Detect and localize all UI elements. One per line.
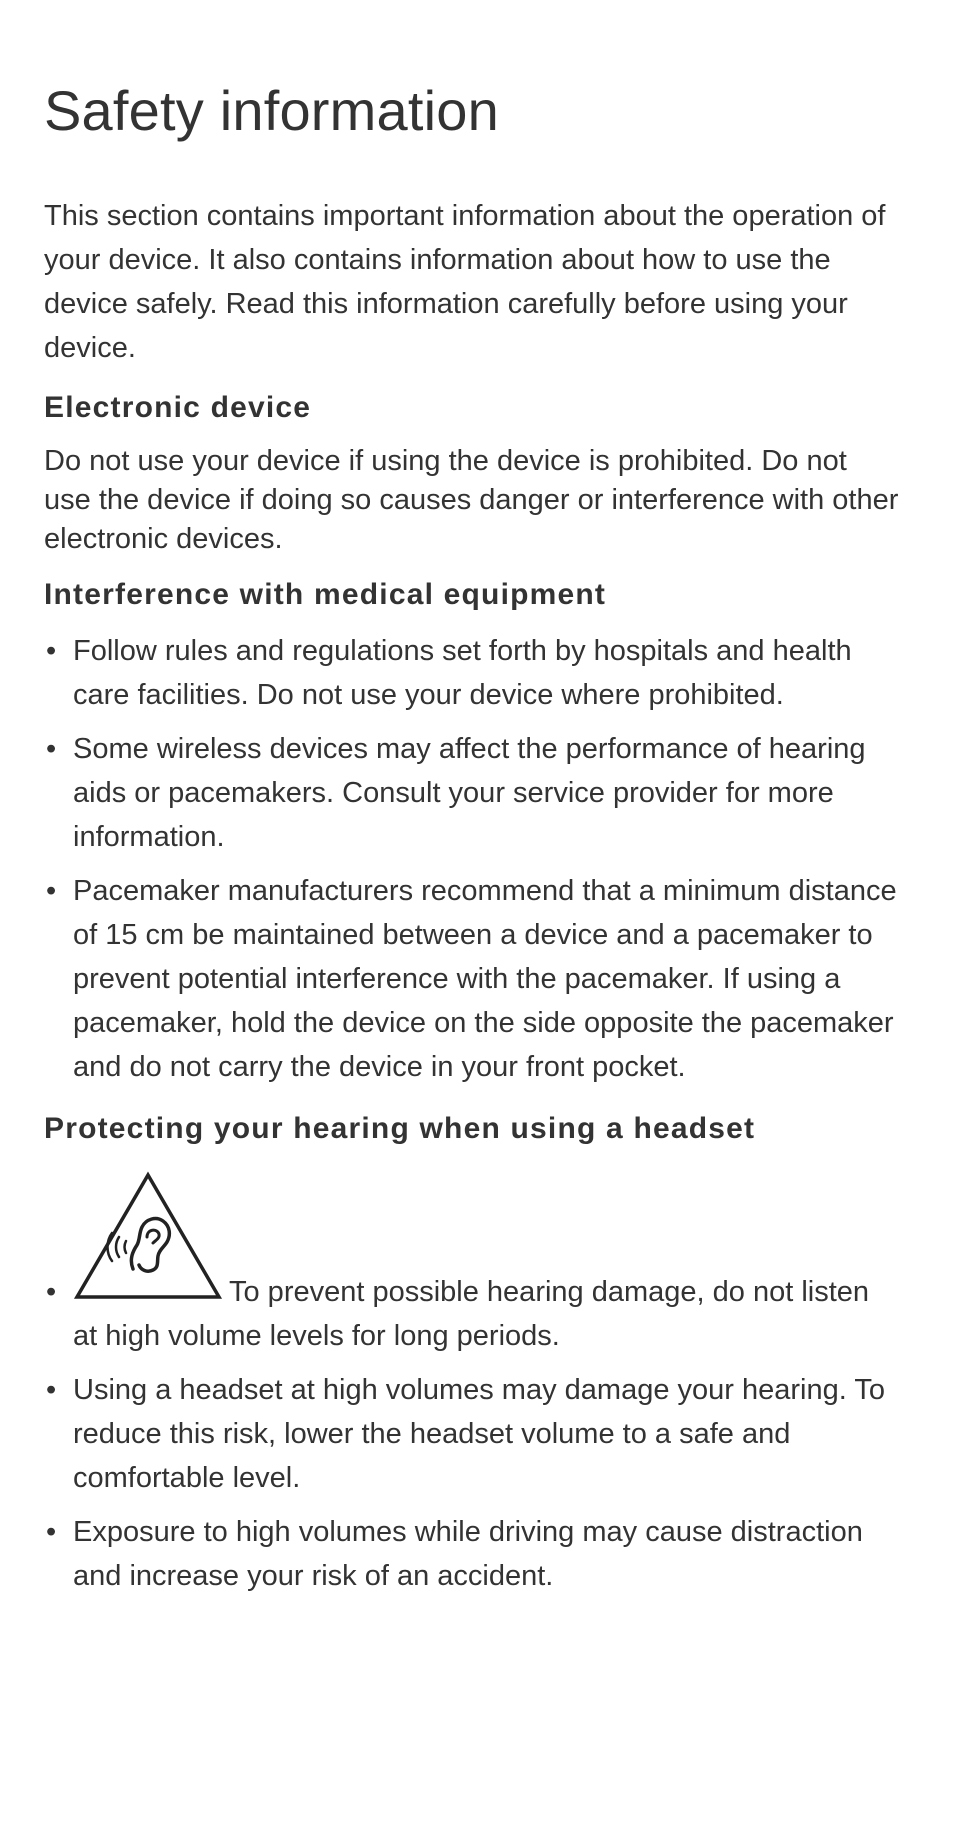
list-item-text: Using a headset at high volumes may damage your hearing. To reduce this risk, lower the headset volume to a safe and comfortable level.: [73, 1373, 885, 1494]
list-item-text: Follow rules and regulations set forth by hospitals and health care facilities. Do not use your device where prohibited.: [73, 634, 852, 711]
list-item: [44, 727, 900, 859]
electronic-device-paragraph: Do not use your device if using the device is prohibited. Do not use the device if doing so causes danger or interference with other electronic devices.: [44, 444, 899, 555]
list-item: [44, 1368, 900, 1500]
list-item-text: Exposure to high volumes while driving may cause distraction and increase your risk of an accident.: [73, 1515, 863, 1592]
bullet-glyph: •: [46, 1373, 57, 1406]
section-heading-hearing-protection: Protecting your hearing when using a headset: [44, 1111, 756, 1145]
bullet-glyph: •: [46, 732, 57, 765]
section-heading-medical-equipment: Interference with medical equipment: [44, 577, 607, 611]
section-heading-electronic-device: Electronic device: [44, 390, 312, 424]
list-item-text: Pacemaker manufacturers recommend that a minimum distance of 15 cm be maintained between a device and a pacemaker to prevent potential interference with the pacemaker. If using a pacemaker, hold the device on the side opposite the pacemaker and do not carry the device in your front pocket.: [73, 874, 897, 1083]
section-medical-equipment: [44, 577, 900, 1089]
list-item: [44, 629, 900, 717]
bullet-glyph: •: [46, 874, 57, 907]
section-electronic-device: [44, 390, 900, 559]
list-item-text: Some wireless devices may affect the performance of hearing aids or pacemakers. Consult your service provider for more information.: [73, 732, 866, 853]
list-item: [44, 1163, 900, 1358]
hearing-bullet-list: [44, 1163, 900, 1598]
medical-bullet-list: [44, 629, 900, 1089]
bullet-glyph: •: [46, 1515, 57, 1548]
bullet-glyph: •: [46, 634, 57, 667]
list-item: [44, 869, 900, 1089]
list-item-text: To prevent possible hearing damage, do not listen at high volume levels for long periods.: [73, 1275, 870, 1352]
hearing-warning-icon: [73, 1171, 223, 1301]
page-title: Safety information: [44, 79, 499, 142]
section-hearing-protection: [44, 1111, 900, 1598]
bullet-glyph: •: [46, 1275, 57, 1308]
intro-paragraph: This section contains important information about the operation of your device. It also contains information about how to use the device safely. Read this information carefully before using your device.: [44, 199, 886, 364]
list-item: [44, 1510, 900, 1598]
